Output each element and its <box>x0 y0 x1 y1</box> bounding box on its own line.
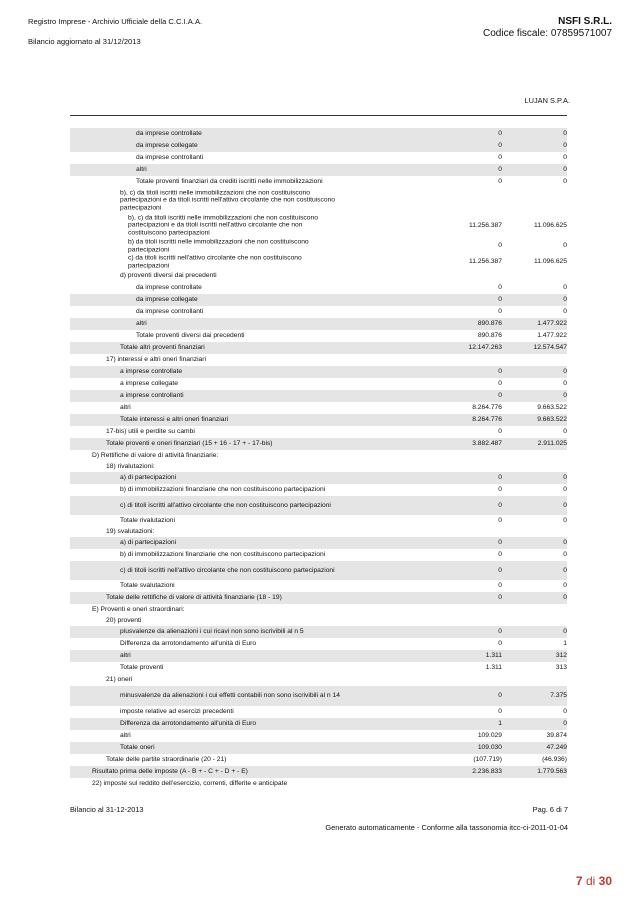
value-current-year: 0 <box>498 308 502 316</box>
table-row <box>70 254 567 270</box>
value-current-year: 0 <box>498 368 502 376</box>
header-divider <box>70 115 567 116</box>
table-row <box>70 213 567 238</box>
value-current-year: 0 <box>498 539 502 547</box>
value-previous-year: 0 <box>563 708 567 716</box>
table-row <box>70 778 567 790</box>
table-row <box>70 128 567 140</box>
table-row <box>70 706 567 718</box>
value-previous-year: 0 <box>563 178 567 186</box>
value-current-year: 0 <box>498 392 502 400</box>
value-current-year: 0 <box>498 692 502 700</box>
table-row <box>70 318 567 330</box>
value-previous-year: 1.779.563 <box>537 768 567 776</box>
table-row <box>70 754 567 766</box>
row-label: 20) proventi <box>106 617 142 625</box>
value-previous-year: 0 <box>563 594 567 602</box>
value-previous-year: 0 <box>563 392 567 400</box>
table-row <box>70 561 567 580</box>
value-current-year: 0 <box>498 130 502 138</box>
row-label: da imprese controllanti <box>136 308 204 316</box>
table-row <box>70 366 567 378</box>
value-previous-year: 0 <box>563 242 567 250</box>
table-row <box>70 662 567 674</box>
table-row <box>70 549 567 561</box>
registry-title: Registro Imprese - Archivio Ufficiale della C.C.I.A.A. <box>28 17 203 26</box>
table-row <box>70 176 567 188</box>
table-row <box>70 450 567 462</box>
table-row <box>70 282 567 294</box>
row-label: Totale proventi <box>120 664 164 672</box>
value-previous-year: 0 <box>563 296 567 304</box>
document-company: LUJAN S.P.A. <box>524 96 570 105</box>
value-current-year: 0 <box>498 166 502 174</box>
footer-balance-date: Bilancio al 31-12-2013 <box>70 805 144 814</box>
row-label: Totale altri proventi finanziari <box>120 344 205 352</box>
value-previous-year: 0 <box>563 539 567 547</box>
table-row <box>70 462 567 472</box>
table-row <box>70 674 567 686</box>
value-previous-year: 0 <box>563 166 567 174</box>
value-previous-year: 2.911.025 <box>537 440 567 448</box>
value-previous-year: 0 <box>563 428 567 436</box>
table-row <box>70 592 567 604</box>
total-pages: 30 <box>598 874 612 888</box>
row-label: da imprese collegate <box>136 142 198 150</box>
row-label: Totale proventi e oneri finanziari (15 + 16 - 17 + - 17-bis) <box>106 440 273 448</box>
table-row <box>70 742 567 754</box>
row-label: da imprese collegate <box>136 296 198 304</box>
row-label: Differenza da arrotondamento all'unità di Euro <box>120 640 257 648</box>
row-label: a imprese controllanti <box>120 392 184 400</box>
value-current-year: 0 <box>498 428 502 436</box>
value-previous-year: 0 <box>563 154 567 162</box>
table-row <box>70 306 567 318</box>
value-previous-year: 39.874 <box>546 732 567 740</box>
value-current-year: 0 <box>498 154 502 162</box>
value-current-year: 0 <box>498 517 502 525</box>
value-current-year: 2.236.833 <box>472 768 502 776</box>
footer-generated-note: Generato automaticamente - Conforme alla tassonomia itcc-ci-2011-01-04 <box>325 823 568 832</box>
row-label: da imprese controllate <box>136 130 202 138</box>
table-row <box>70 496 567 515</box>
value-current-year: 0 <box>498 628 502 636</box>
table-row <box>70 414 567 426</box>
value-current-year: 1.311 <box>485 664 502 672</box>
value-previous-year: 0 <box>563 486 567 494</box>
row-label: altri <box>136 320 147 328</box>
value-current-year: 0 <box>498 284 502 292</box>
value-current-year: (107.719) <box>473 756 502 764</box>
row-label: E) Proventi e oneri straordinari: <box>92 606 185 614</box>
income-statement-table <box>70 128 567 790</box>
row-label: a imprese controllate <box>120 368 183 376</box>
value-current-year: 109.029 <box>477 732 502 740</box>
row-label: c) di titoli iscritti all'attivo circolante che non costituiscono partecipazioni <box>120 501 331 509</box>
row-label: altri <box>120 404 131 412</box>
table-row <box>70 580 567 592</box>
value-previous-year: 0 <box>563 551 567 559</box>
table-row <box>70 330 567 342</box>
value-current-year: 11.256.387 <box>469 221 502 229</box>
row-label: a imprese collegate <box>120 380 178 388</box>
row-label: Risultato prima delle imposte (A - B + - C + - D + - E) <box>92 768 248 776</box>
value-current-year: 0 <box>498 640 502 648</box>
table-row <box>70 164 567 176</box>
value-current-year: 8.264.776 <box>472 404 502 412</box>
row-label: plusvalenze da alienazioni i cui ricavi non sono iscrivibili al n 5 <box>120 628 304 636</box>
row-label: Totale interessi e altri oneri finanziari <box>120 416 229 424</box>
table-row <box>70 342 567 354</box>
value-current-year: 0 <box>498 178 502 186</box>
value-previous-year: 1 <box>563 640 567 648</box>
row-label: altri <box>120 732 131 740</box>
value-previous-year: 313 <box>555 664 567 672</box>
value-previous-year: 0 <box>563 628 567 636</box>
value-previous-year: 0 <box>563 380 567 388</box>
table-row <box>70 686 567 706</box>
value-current-year: 0 <box>498 708 502 716</box>
value-current-year: 0 <box>498 486 502 494</box>
value-previous-year: 1.477.922 <box>537 320 567 328</box>
value-current-year: 890.876 <box>477 332 502 340</box>
row-label: 22) imposte sul reddito dell'esercizio, correnti, differite e anticipate <box>92 780 288 788</box>
row-label: da imprese controllate <box>136 284 202 292</box>
row-label: a) di partecipazioni <box>120 539 177 547</box>
row-label: Totale rivalutazioni <box>120 517 176 525</box>
value-previous-year: 9.663.522 <box>537 404 567 412</box>
row-label: Differenza da arrotondamento all'unità di Euro <box>120 720 257 728</box>
value-previous-year: 0 <box>563 284 567 292</box>
value-previous-year: 0 <box>563 308 567 316</box>
row-label: Totale svalutazioni <box>120 582 175 590</box>
row-label: D) Rettifiche di valore di attività finanziarie: <box>92 452 219 460</box>
value-current-year: 3.882.487 <box>472 440 502 448</box>
value-current-year: 0 <box>498 242 502 250</box>
row-label: da imprese controllanti <box>136 154 204 162</box>
value-current-year: 11.256.387 <box>469 258 502 266</box>
table-row <box>70 438 567 450</box>
table-row <box>70 354 567 366</box>
row-label: Totale proventi diversi dai precedenti <box>136 332 245 340</box>
footer-page-number: Pag. 6 di 7 <box>532 805 568 814</box>
value-previous-year: 9.663.522 <box>537 416 567 424</box>
table-row <box>70 604 567 616</box>
value-current-year: 0 <box>498 566 502 574</box>
value-previous-year: 1.477.922 <box>537 332 567 340</box>
row-label: Totale proventi finanziari da crediti iscritti nelle immobilizzazioni <box>136 178 323 186</box>
table-row <box>70 426 567 438</box>
current-page: 7 <box>575 874 583 888</box>
value-previous-year: 11.096.625 <box>534 221 567 229</box>
table-row <box>70 472 567 484</box>
table-row <box>70 238 567 254</box>
pagination-of: di <box>585 874 596 888</box>
value-previous-year: 0 <box>563 501 567 509</box>
value-previous-year: (46.936) <box>542 756 567 764</box>
value-previous-year: 0 <box>563 368 567 376</box>
table-row <box>70 537 567 549</box>
row-label: b), c) da titoli iscritti nelle immobilizzazioni che non costituiscono partecipazioni e da titoli iscritti nell'attivo circolante che non costituiscono partecipazioni <box>128 214 318 237</box>
row-label: 17-bis) utili e perdite su cambi <box>106 428 195 436</box>
row-label: Totale delle partite straordinarie (20 - 21) <box>106 756 227 764</box>
table-row <box>70 484 567 496</box>
table-row <box>70 294 567 306</box>
value-current-year: 0 <box>498 142 502 150</box>
row-label: minusvalenze da alienazioni i cui effetti contabili non sono iscrivibili al n 14 <box>120 692 340 700</box>
value-previous-year: 0 <box>563 130 567 138</box>
value-previous-year: 7.375 <box>550 692 567 700</box>
row-label: Totale delle rettifiche di valore di attività finanziarie (18 - 19) <box>106 594 282 602</box>
row-label: b) di immobilizzazioni finanziarie che non costituiscono partecipazioni <box>120 551 326 559</box>
row-label: b) di immobilizzazioni finanziarie che non costituiscono partecipazioni <box>120 486 326 494</box>
table-row <box>70 188 567 213</box>
value-current-year: 0 <box>498 474 502 482</box>
row-label: 21) oneri <box>106 676 133 684</box>
row-label: c) di titoli iscritti nell'attivo circolante che non costituiscono partecipazioni <box>120 566 335 574</box>
value-current-year: 0 <box>498 501 502 509</box>
value-previous-year: 12.574.547 <box>533 344 567 352</box>
table-row <box>70 766 567 778</box>
value-previous-year: 0 <box>563 566 567 574</box>
value-previous-year: 0 <box>563 582 567 590</box>
row-label: b) da titoli iscritti nelle immobilizzazioni che non costituiscono partecipazioni <box>128 238 309 253</box>
row-label: c) da titoli iscritti nell'attivo circolante che non costituiscono partecipazioni <box>128 254 302 269</box>
table-row <box>70 140 567 152</box>
value-current-year: 1 <box>498 720 502 728</box>
value-current-year: 1.311 <box>485 652 502 660</box>
value-current-year: 0 <box>498 582 502 590</box>
value-previous-year: 47.249 <box>546 744 567 752</box>
table-row <box>70 730 567 742</box>
value-current-year: 109.030 <box>477 744 502 752</box>
value-previous-year: 0 <box>563 720 567 728</box>
row-label: imposte relative ad esercizi precedenti <box>120 708 234 716</box>
value-previous-year: 0 <box>563 474 567 482</box>
value-previous-year: 0 <box>563 517 567 525</box>
value-previous-year: 0 <box>563 142 567 150</box>
document-pagination <box>576 874 612 888</box>
value-previous-year: 312 <box>555 652 567 660</box>
value-current-year: 0 <box>498 380 502 388</box>
table-row <box>70 650 567 662</box>
table-row <box>70 390 567 402</box>
row-label: 19) svalutazioni: <box>106 528 155 536</box>
row-label: b), c) da titoli iscritti nelle immobilizzazioni che non costituiscono partecipazioni e da titoli iscritti nell'attivo circolante che non costituiscono partecipazioni <box>120 189 336 212</box>
table-row <box>70 638 567 650</box>
company-name: NSFI S.R.L. <box>558 16 612 27</box>
value-current-year: 0 <box>498 594 502 602</box>
row-label: altri <box>136 166 147 174</box>
table-row <box>70 527 567 537</box>
row-label: 17) interessi e altri oneri finanziari <box>106 356 206 364</box>
row-label: 18) rivalutazioni: <box>106 463 155 471</box>
table-row <box>70 626 567 638</box>
table-row <box>70 616 567 626</box>
value-current-year: 0 <box>498 296 502 304</box>
row-label: a) di partecipazioni <box>120 474 177 482</box>
row-label: d) proventi diversi dai precedenti <box>120 272 217 280</box>
value-current-year: 890.876 <box>477 320 502 328</box>
value-current-year: 12.147.263 <box>468 344 502 352</box>
balance-update-date: Bilancio aggiornato al 31/12/2013 <box>28 37 141 46</box>
row-label: Totale oneri <box>120 744 155 752</box>
tax-code: Codice fiscale: 07859571007 <box>483 28 612 39</box>
table-row <box>70 402 567 414</box>
value-current-year: 0 <box>498 551 502 559</box>
table-row <box>70 515 567 527</box>
table-row <box>70 270 567 282</box>
row-label: altri <box>120 652 131 660</box>
table-row <box>70 152 567 164</box>
value-current-year: 8.264.776 <box>472 416 502 424</box>
value-previous-year: 11.096.625 <box>534 258 567 266</box>
table-row <box>70 718 567 730</box>
table-row <box>70 378 567 390</box>
